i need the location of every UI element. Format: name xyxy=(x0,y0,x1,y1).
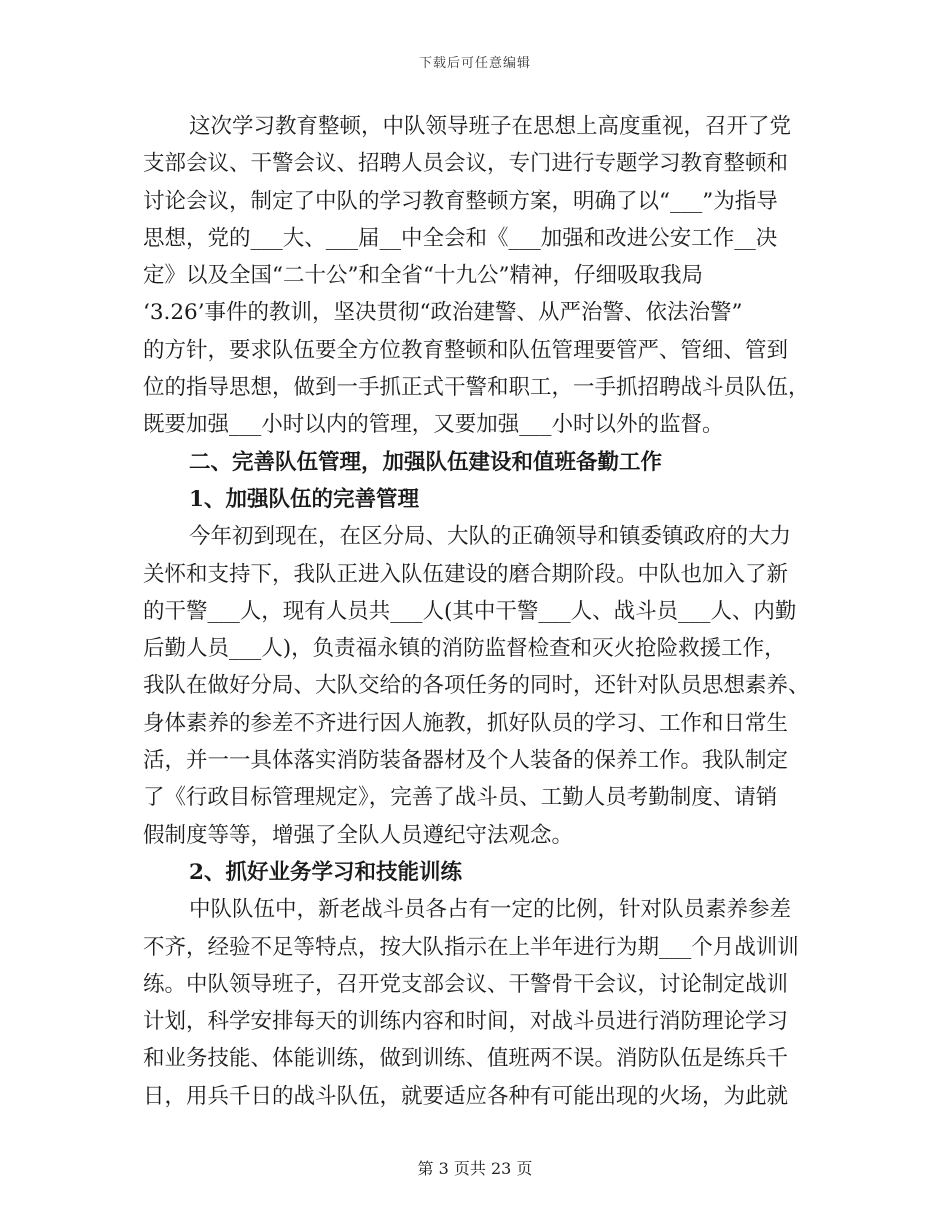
paragraph-line: 活，并一一具体落实消防装备器材及个人装备的保养工作。我队制定 xyxy=(143,748,789,774)
paragraph-line: 练。中队领导班子，召开党支部会议、干警骨干会议，讨论制定战训 xyxy=(143,971,789,997)
paragraph-line: 位的指导思想，做到一手抓正式干警和职工，一手抓招聘战斗员队伍， xyxy=(143,375,810,401)
paragraph-line: 假制度等等，增强了全队人员遵纪守法观念。 xyxy=(143,822,574,848)
page-header: 下载后可任意编辑 xyxy=(418,56,531,71)
paragraph-line: 中队队伍中，新老战斗员各占有一定的比例，针对队员素养参差 xyxy=(189,897,792,923)
section-heading: 1、加强队伍的完善管理 xyxy=(189,486,419,512)
paragraph-line: 既要加强___小时以内的管理，又要加强___小时以外的监督。 xyxy=(143,412,724,438)
paragraph-line: 身体素养的参差不齐进行因人施教，抓好队员的学习、工作和日常生 xyxy=(143,710,789,736)
paragraph-line: 这次学习教育整顿，中队领导班子在思想上高度重视，召开了党 xyxy=(189,114,792,139)
paragraph-line: 后勤人员___人)，负责福永镇的消防监督检查和灭火抢险救援工作， xyxy=(143,636,786,662)
paragraph-line: 支部会议、干警会议、招聘人员会议，专门进行专题学习教育整顿和 xyxy=(143,151,789,177)
paragraph-line: 思想，党的___大、___届__中全会和《___加强和改进公安工作__决 xyxy=(143,225,778,251)
paragraph-line: 和业务技能、体能训练，做到训练、值班两不误。消防队伍是练兵千 xyxy=(143,1046,789,1072)
paragraph-line: ‘3.26’事件的教训，坚决贯彻“政治建警、从严治警、依法治警” xyxy=(143,300,743,326)
paragraph-line: 今年初到现在，在区分局、大队的正确领导和镇委镇政府的大力 xyxy=(189,524,792,550)
paragraph-line: 日，用兵千日的战斗队伍，就要适应各种有可能出现的火场，为此就 xyxy=(143,1083,789,1109)
paragraph-line: 不齐，经验不足等特点，按大队指示在上半年进行为期___个月战训训 xyxy=(143,934,799,960)
paragraph-line: 关怀和支持下，我队正进入队伍建设的磨合期阶段。中队也加入了新 xyxy=(143,561,789,587)
page-footer: 第 3 页共 23 页 xyxy=(417,1159,533,1178)
paragraph-line: 了《行政目标管理规定》，完善了战斗员、工勤人员考勤制度、请销 xyxy=(143,785,778,811)
paragraph-line: 的干警___人，现有人员共___人(其中干警___人、战斗员___人、内勤 xyxy=(143,598,797,624)
section-heading: 2、抓好业务学习和技能训练 xyxy=(189,859,462,885)
paragraph-line: 讨论会议，制定了中队的学习教育整顿方案，明确了以“___”为指导 xyxy=(143,188,778,214)
paragraph-line: 我队在做好分局、大队交给的各项任务的同时，还针对队员思想素养、 xyxy=(143,673,810,699)
paragraph-line: 定》以及全国“二十公”和全省“十九公”精神，仔细吸取我局 xyxy=(143,263,703,289)
section-heading: 二、完善队伍管理，加强队伍建设和值班备勤工作 xyxy=(189,449,663,475)
document-body xyxy=(143,108,811,1115)
paragraph-line: 的方针，要求队伍要全方位教育整顿和队伍管理要管严、管细、管到 xyxy=(143,337,789,363)
paragraph-line: 计划，科学安排每天的训练内容和时间，对战斗员进行消防理论学习 xyxy=(143,1009,789,1035)
